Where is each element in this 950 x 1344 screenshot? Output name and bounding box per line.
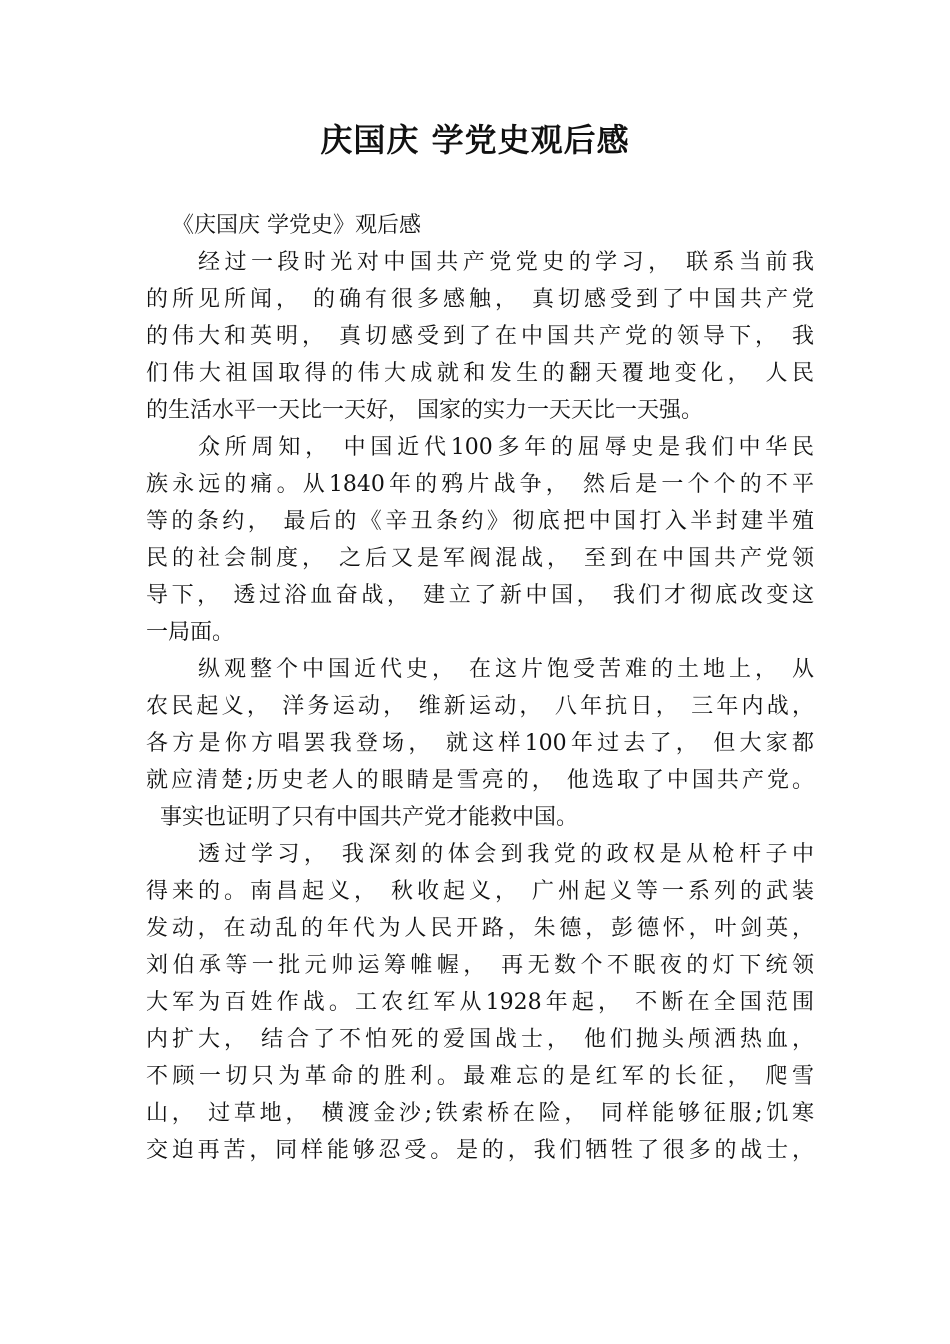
text-line: 族永远的痛。从1840年的鸦片战争， 然后是一个个的不平 (146, 472, 814, 497)
paragraph (146, 244, 814, 429)
paragraph (146, 429, 814, 651)
text-line: 导下， 透过浴血奋战， 建立了新中国， 我们才彻底改变这 (146, 583, 814, 608)
text-line: 透过学习， 我深刻的体会到我党的政权是从枪杆子中 (198, 842, 814, 867)
text-line: 农民起义， 洋务运动， 维新运动， 八年抗日， 三年内战， (146, 694, 814, 719)
text-line: 的生活水平一天比一天好， 国家的实力一天天比一天强。 (146, 398, 703, 423)
text-line: 一局面。 (146, 620, 235, 645)
document-body (146, 208, 814, 1169)
text-line: 等的条约， 最后的《辛丑条约》彻底把中国打入半封建半殖 (146, 509, 814, 534)
text-line: 不顾一切只为革命的胜利。最难忘的是红军的长征， 爬雪 (146, 1064, 814, 1089)
text-line: 山， 过草地， 横渡金沙;铁索桥在险， 同样能够征服;饥寒 (146, 1101, 814, 1126)
text-line: 的伟大和英明， 真切感受到了在中国共产党的领导下， 我 (146, 324, 814, 349)
text-line: 事实也证明了只有中国共产党才能救中国。 (160, 805, 579, 830)
text-line: 刘伯承等一批元帅运筹帷幄， 再无数个不眠夜的灯下统领 (146, 953, 814, 978)
document-subtitle: 《庆国庆 学党史》观后感 (172, 213, 421, 238)
paragraph (146, 651, 814, 836)
text-line: 纵观整个中国近代史， 在这片饱受苦难的土地上， 从 (198, 657, 814, 682)
text-line: 的所见所闻， 的确有很多感触， 真切感受到了中国共产党 (146, 287, 814, 312)
text-line: 发动，在动乱的年代为人民开路，朱德，彭德怀，叶剑英， (146, 916, 814, 941)
document-title: 庆国庆 学党史观后感 (320, 121, 630, 159)
text-line: 大军为百姓作战。工农红军从1928年起， 不断在全国范围 (146, 990, 814, 1015)
text-line: 得来的。南昌起义， 秋收起义， 广州起义等一系列的武装 (146, 879, 814, 904)
text-line: 们伟大祖国取得的伟大成就和发生的翻天覆地变化， 人民 (146, 361, 814, 386)
paragraph (146, 836, 814, 1169)
text-line: 众所周知， 中国近代100多年的屈辱史是我们中华民 (198, 435, 814, 460)
text-line: 就应清楚;历史老人的眼睛是雪亮的， 他选取了中国共产党。 (146, 768, 814, 793)
text-line: 经过一段时光对中国共产党党史的学习， 联系当前我 (198, 250, 814, 275)
text-line: 民的社会制度， 之后又是军阀混战， 至到在中国共产党领 (146, 546, 814, 571)
text-line: 各方是你方唱罢我登场， 就这样100年过去了， 但大家都 (146, 731, 814, 756)
text-line: 交迫再苦，同样能够忍受。是的，我们牺牲了很多的战士， (146, 1138, 814, 1163)
text-line: 内扩大， 结合了不怕死的爱国战士， 他们抛头颅洒热血， (146, 1027, 814, 1052)
